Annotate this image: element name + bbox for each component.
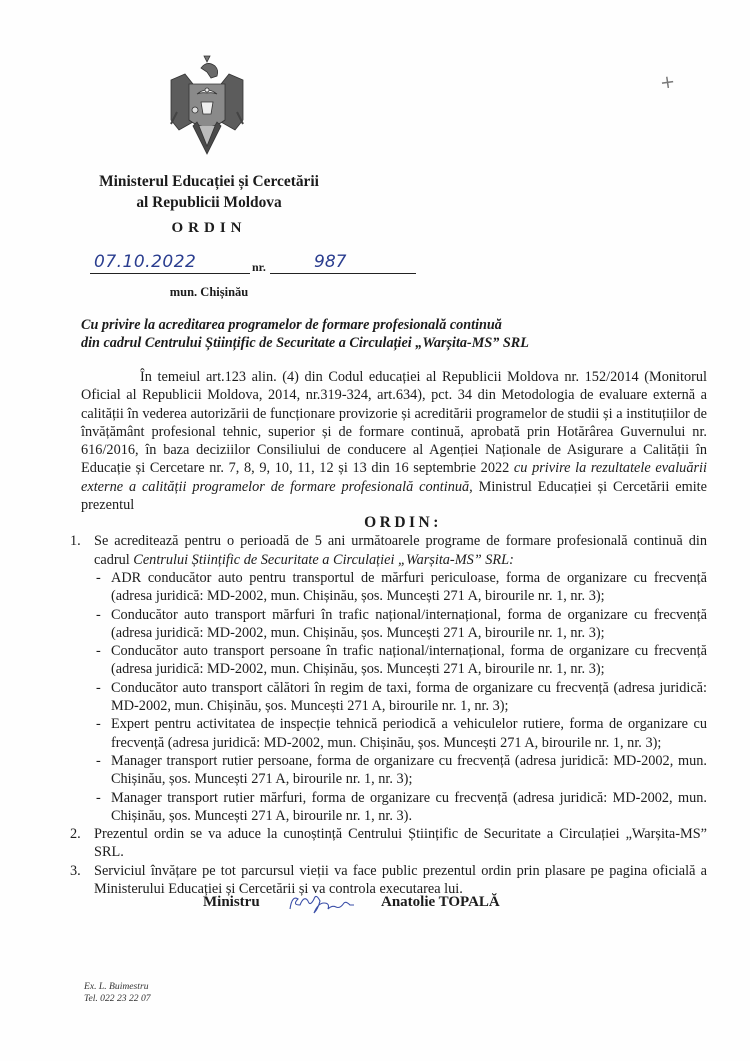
- signatory-name: Anatolie TOPALĂ: [381, 894, 500, 910]
- program-text: Expert pentru activitatea de inspecție tehnică periodică a vehiculelor rutiere, forma de organizare cu frecvență (adresa juridică: MD-2002, mun. Chișinău, șos. Muncești 271 A, birourile nr. 1, nr. 3);: [111, 716, 707, 751]
- document-type-title: ORDIN: [171, 220, 247, 236]
- order-point: [70, 532, 707, 825]
- ordin-heading: ORDIN:: [364, 514, 442, 532]
- handwritten-signature-icon: [286, 891, 366, 915]
- point-number: 2.: [70, 826, 81, 843]
- point-number: 1.: [70, 533, 81, 550]
- program-text: Manager transport rutier mărfuri, forma de organizare cu frecvență (adresa juridică: MD-2002, mun. Chișinău, șos. Muncești 271 A, birourile nr. 1, nr. 3).: [111, 789, 707, 824]
- point-text: Serviciul învățare pe tot parcursul vieții va face public prezentul ordin prin plasare pe pagina oficială a Ministerului Educației și Cercetării și va controla executarea lui.: [94, 862, 707, 898]
- point-number: 3.: [70, 862, 81, 879]
- executor-footer: [84, 981, 151, 1004]
- preamble-text: În temeiul art.123 alin. (4) din Codul educației al Republicii Moldova nr. 152/2014 (Monitorul Oficial al Republicii Moldova, 2014, nr.319-324, art.634), pct. 34 din Metodologia de evaluare externă a calității în vederea autorizării de funcționare provizorie și acreditării programelor de studii și a instituțiilor de învățământ profesional tehnic, superior și de formare continuă, aprobată prin Hotărârea Guvernului nr. 616/2016, în baza deciziilor Consiliului de conducere al Agenției Naționale de Asigurare a Calității în Educație și Cercetare nr. 7, 8, 9, 10, 11, 12 și 13 din 16 septembrie 2022: [81, 369, 707, 477]
- program-item: - ADR conducător auto pentru transportul de mărfuri periculoase, forma de organizare cu frecvență (adresa juridică: MD-2002, mun. Chișinău, șos. Muncești 271 A, birourile nr. 1, nr. 3);: [96, 569, 707, 605]
- program-item: - Manager transport rutier mărfuri, forma de organizare cu frecvență (adresa juridică: MD-2002, mun. Chișinău, șos. Muncești 271 A, birourile nr. 1, nr. 3).: [96, 789, 707, 824]
- point-text: Se acreditează pentru o perioadă de 5 ani următoarele programe de formare profesională continuă din cadrul: [94, 533, 707, 568]
- order-body: [70, 368, 707, 898]
- subject-line1: Cu privire la acreditarea programelor de formare profesională continuă: [81, 317, 502, 333]
- program-list: [94, 569, 707, 825]
- preamble-end-text: Ministrul Educației și Cercetării emite prezentul: [81, 478, 707, 514]
- handwritten-mark: +: [658, 71, 677, 94]
- coat-of-arms-icon: [163, 54, 251, 164]
- program-text: Conducător auto transport mărfuri în trafic național/internațional, forma de organizare cu frecvență (adresa juridică: MD-2002, mun. Chișinău, șos. Muncești 271 A, birourile nr. 1, nr. 3);: [111, 606, 707, 641]
- order-points: [70, 532, 707, 898]
- point-text: Prezentul ordin se va aduce la cunoștință Centrului Științific de Securitate a Circulației „Warșita-MS” SRL.: [94, 826, 707, 861]
- order-date: 07.10.2022: [90, 252, 250, 274]
- order-point: [70, 825, 707, 862]
- program-item: - Conducător auto transport călători în regim de taxi, forma de organizare cu frecvență (adresa juridică: MD-2002, mun. Chișinău, șos. Muncești 271 A, birourile nr. 1, nr. 3);: [96, 679, 707, 715]
- number-label: nr.: [252, 260, 266, 274]
- preamble: [81, 368, 707, 514]
- program-item: - Conducător auto transport mărfuri în trafic național/internațional, forma de organizare cu frecvență (adresa juridică: MD-2002, mun. Chișinău, șos. Muncești 271 A, birourile nr. 1, nr. 3);: [96, 606, 707, 641]
- point-italic-text: Centrului Științific de Securitate a Circulației „Warșita-MS” SRL:: [133, 551, 514, 568]
- ministry-name: [85, 171, 333, 213]
- executor-name: Ex. L. Buimestru: [84, 981, 149, 992]
- preamble-italic-text: cu privire la rezultatele evaluării externe a calității programelor de formare profesională continuă,: [81, 460, 707, 495]
- ministry-name-line2: al Republicii Moldova: [136, 194, 282, 211]
- order-number: 987: [270, 252, 416, 274]
- program-text: Conducător auto transport călători în regim de taxi, forma de organizare cu frecvență (adresa juridică: MD-2002, mun. Chișinău, șos. Muncești 271 A, birourile nr. 1, nr. 3);: [111, 679, 707, 715]
- subject-line2: din cadrul Centrului Științific de Securitate a Circulației „Warșita-MS” SRL: [81, 335, 529, 351]
- program-text: ADR conducător auto pentru transportul de mărfuri periculoase, forma de organizare cu frecvență (adresa juridică: MD-2002, mun. Chișinău, șos. Muncești 271 A, birourile nr. 1, nr. 3);: [111, 569, 707, 605]
- order-subject: [81, 316, 681, 352]
- ministry-name-line1: Ministerul Educației și Cercetării: [99, 173, 319, 190]
- program-text: Conducător auto transport persoane în trafic național/internațional, forma de organizare cu frecvență (adresa juridică: MD-2002, mun. Chișinău, șos. Muncești 271 A, birourile nr. 1, nr. 3);: [111, 643, 707, 678]
- signature-block: [203, 891, 583, 917]
- city: mun. Chișinău: [169, 285, 249, 299]
- program-item: - Expert pentru activitatea de inspecție tehnică periodică a vehiculelor rutiere, forma de organizare cu frecvență (adresa juridică: MD-2002, mun. Chișinău, șos. Muncești 271 A, birourile nr. 1, nr. 3);: [96, 716, 707, 751]
- executor-phone: Tel. 022 23 22 07: [84, 992, 151, 1004]
- date-number-line: [88, 252, 347, 276]
- program-text: Manager transport rutier persoane, forma de organizare cu frecvență (adresa juridică: MD-2002, mun. Chișinău, șos. Muncești 271 A, birourile nr. 1, nr. 3);: [111, 752, 707, 788]
- program-item: - Conducător auto transport persoane în trafic național/internațional, forma de organizare cu frecvență (adresa juridică: MD-2002, mun. Chișinău, șos. Muncești 271 A, birourile nr. 1, nr. 3);: [96, 643, 707, 678]
- signatory-role: Ministru: [203, 894, 260, 910]
- program-item: - Manager transport rutier persoane, forma de organizare cu frecvență (adresa juridică: MD-2002, mun. Chișinău, șos. Muncești 271 A, birourile nr. 1, nr. 3);: [96, 752, 707, 788]
